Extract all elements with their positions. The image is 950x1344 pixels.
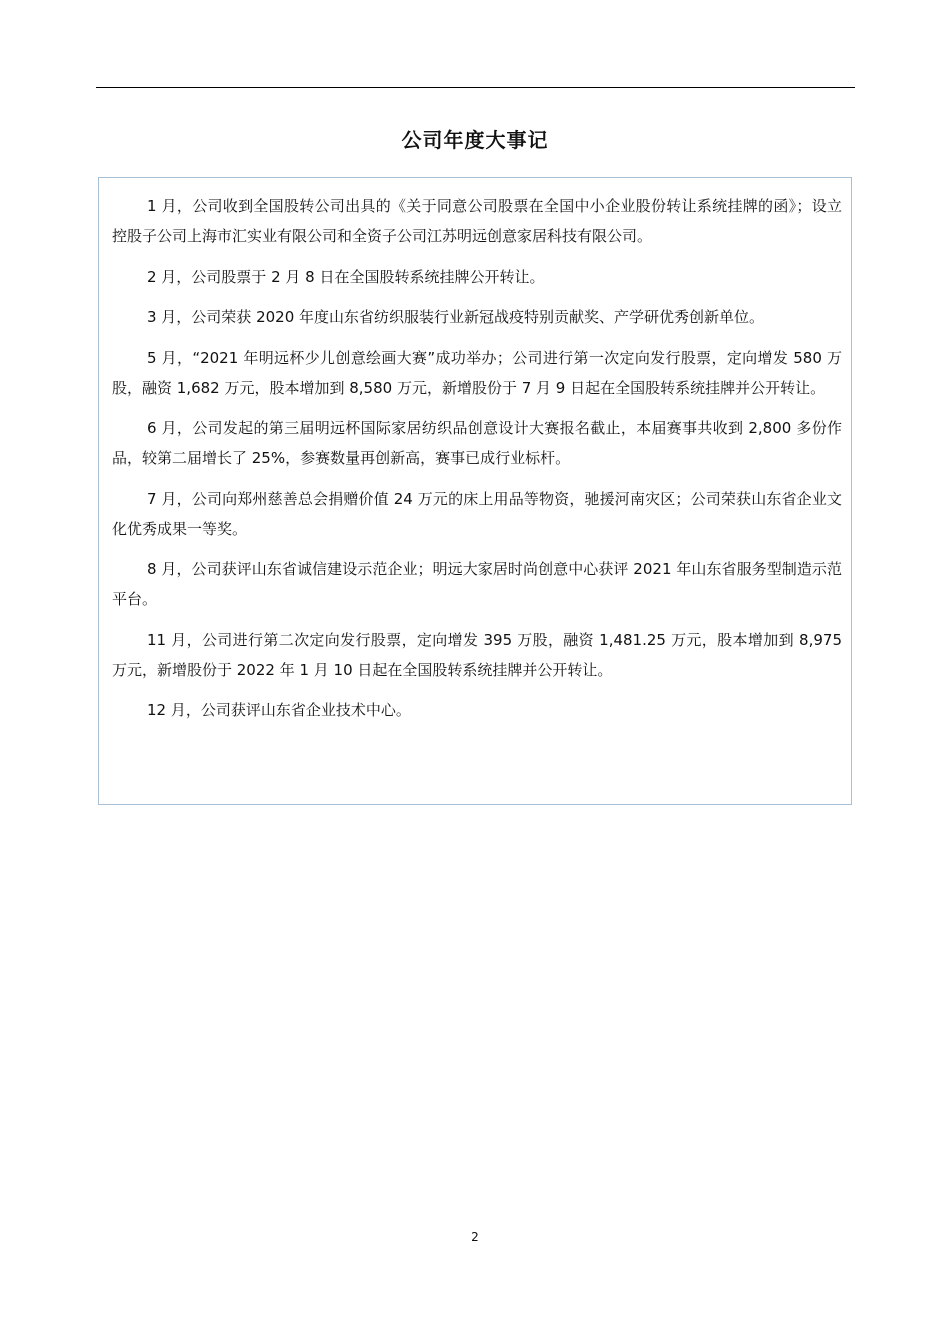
header-rule	[96, 87, 855, 88]
events-box	[98, 177, 852, 805]
page-number: 2	[471, 1230, 479, 1244]
event-entry-june: 6 月，公司发起的第三届明远杯国际家居纺织品创意设计大赛报名截止，本届赛事共收到 2,800 多份作品，较第二届增长了 25%，参赛数量再创新高，赛事已成行业标杆。	[112, 419, 842, 467]
event-entry-july: 7 月，公司向郑州慈善总会捐赠价值 24 万元的床上用品等物资，驰援河南灾区；公司荣获山东省企业文化优秀成果一等奖。	[112, 489, 842, 538]
event-entry-december: 12 月，公司获评山东省企业技术中心。	[147, 701, 411, 719]
events-list	[112, 191, 842, 736]
event-entry-august: 8 月，公司获评山东省诚信建设示范企业；明远大家居时尚创意中心获评 2021 年山东省服务型制造示范平台。	[112, 560, 842, 608]
page-title: 公司年度大事记	[401, 128, 549, 152]
event-entry-may: 5 月，“2021 年明远杯少儿创意绘画大赛”成功举办；公司进行第一次定向发行股票，定向增发 580 万股，融资 1,682 万元，股本增加到 8,580 万元，新增股份于 7 月 9 日起在全国股转系统挂牌并公开转让。	[112, 348, 842, 397]
event-entry-february: 2 月，公司股票于 2 月 8 日在全国股转系统挂牌公开转让。	[147, 267, 545, 286]
event-entry-march: 3 月，公司荣获 2020 年度山东省纺织服装行业新冠战疫特别贡献奖、产学研优秀创新单位。	[147, 308, 765, 326]
event-entry-november: 11 月，公司进行第二次定向发行股票，定向增发 395 万股，融资 1,481.25 万元，股本增加到 8,975 万元，新增股份于 2022 年 1 月 10 日起在全国股转系统挂牌并公开转让。	[112, 630, 842, 679]
event-entry-january: 1 月，公司收到全国股转公司出具的《关于同意公司股票在全国中小企业股份转让系统挂牌的函》；设立控股子公司上海市汇实业有限公司和全资子公司江苏明远创意家居科技有限公司。	[112, 197, 842, 245]
